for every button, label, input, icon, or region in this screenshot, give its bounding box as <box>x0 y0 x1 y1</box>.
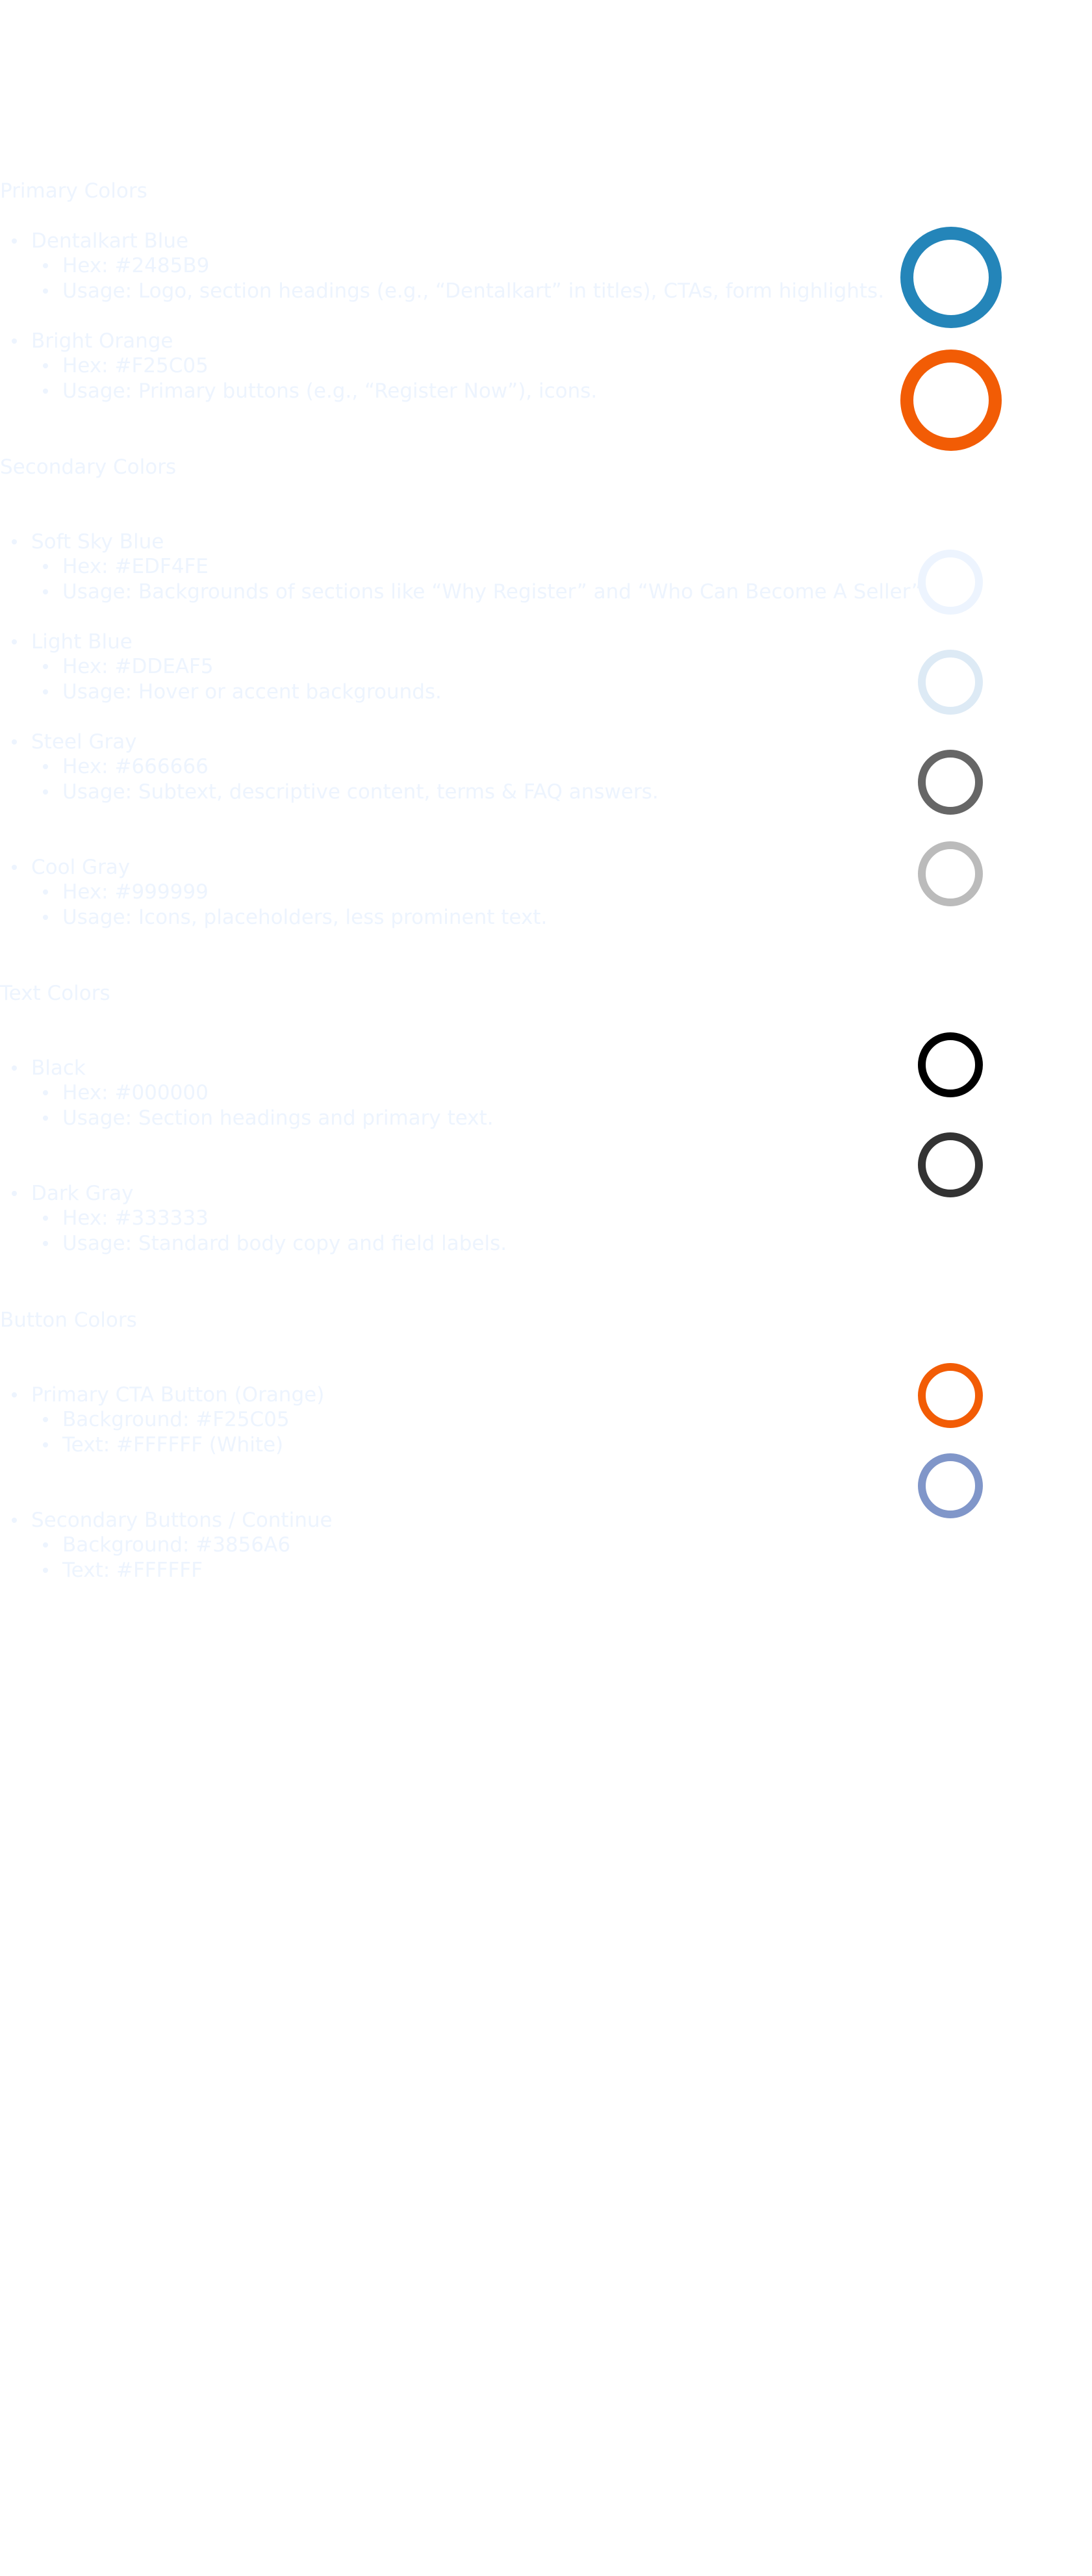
color-text: Text: #FFFFFF <box>62 1558 203 1583</box>
color-name: Light Blue <box>31 630 133 654</box>
color-usage: Usage: Backgrounds of sections like “Why Register” and “Who Can Become A Seller” <box>62 580 922 604</box>
color-usage: Usage: Section headings and primary text. <box>62 1106 494 1130</box>
section-title-text-colors: Text Colors <box>0 982 110 1005</box>
swatch-dentalkart-blue <box>900 227 1002 328</box>
section-title-button-colors: Button Colors <box>0 1308 137 1332</box>
color-hex: Hex: #F25C05 <box>62 353 209 378</box>
bullet <box>43 1442 48 1447</box>
color-usage: Usage: Hover or accent backgrounds. <box>62 680 442 704</box>
bullet <box>43 389 48 394</box>
swatch-primary-cta-button <box>918 1363 983 1428</box>
color-usage: Usage: Standard body copy and field labels. <box>62 1231 507 1256</box>
bullet <box>43 889 48 895</box>
color-name: Cool Gray <box>31 855 130 880</box>
color-hex: Hex: #EDF4FE <box>62 554 209 579</box>
bullet <box>43 915 48 920</box>
color-name: Dark Gray <box>31 1181 134 1206</box>
bullet <box>12 1392 17 1397</box>
bullet <box>43 1241 48 1246</box>
bullet <box>43 764 48 769</box>
swatch-secondary-buttons <box>918 1453 983 1518</box>
bullet <box>12 865 17 870</box>
swatch-dark-gray <box>918 1132 983 1197</box>
color-name: Dentalkart Blue <box>31 229 188 253</box>
section-title-primary-colors: Primary Colors <box>0 179 147 203</box>
bullet <box>43 664 48 669</box>
section-title-secondary-colors: Secondary Colors <box>0 455 177 479</box>
bullet <box>43 1090 48 1095</box>
swatch-bright-orange <box>900 350 1002 451</box>
color-hex: Hex: #2485B9 <box>62 253 209 278</box>
color-hex: Hex: #333333 <box>62 1206 209 1231</box>
bullet <box>43 589 48 594</box>
bullet <box>43 689 48 695</box>
bullet <box>43 263 48 268</box>
color-name: Secondary Buttons / Continue <box>31 1508 333 1533</box>
bullet <box>12 739 17 745</box>
bullet <box>43 1542 48 1548</box>
color-name: Primary CTA Button (Orange) <box>31 1383 324 1407</box>
bullet <box>43 1568 48 1573</box>
bullet <box>12 1191 17 1196</box>
bullet <box>43 1417 48 1422</box>
color-usage: Usage: Icons, placeholders, less prominent text. <box>62 905 547 930</box>
bullet <box>12 338 17 344</box>
bullet <box>43 288 48 294</box>
color-background: Background: #3856A6 <box>62 1533 290 1557</box>
bullet <box>12 1518 17 1523</box>
swatch-cool-gray <box>918 841 983 906</box>
swatch-soft-sky-blue <box>918 550 983 615</box>
bullet <box>43 789 48 795</box>
color-hex: Hex: #666666 <box>62 754 209 779</box>
color-hex: Hex: #000000 <box>62 1080 209 1105</box>
color-name: Bright Orange <box>31 329 173 353</box>
bullet <box>12 238 17 244</box>
color-usage: Usage: Primary buttons (e.g., “Register Now”), icons. <box>62 379 597 403</box>
color-usage: Usage: Logo, section headings (e.g., “Dentalkart” in titles), CTAs, form highlights. <box>62 279 884 303</box>
bullet <box>12 539 17 544</box>
swatch-light-blue <box>918 650 983 715</box>
swatch-black <box>918 1032 983 1097</box>
bullet <box>43 1216 48 1221</box>
color-name: Black <box>31 1056 86 1080</box>
color-usage: Usage: Subtext, descriptive content, terms & FAQ answers. <box>62 780 659 804</box>
color-text: Text: #FFFFFF (White) <box>62 1433 283 1457</box>
bullet <box>12 639 17 644</box>
bullet <box>43 564 48 569</box>
color-name: Steel Gray <box>31 730 137 754</box>
color-hex: Hex: #DDEAF5 <box>62 654 214 679</box>
bullet <box>12 1065 17 1071</box>
bullet <box>43 1116 48 1121</box>
color-name: Soft Sky Blue <box>31 529 164 554</box>
swatch-steel-gray <box>918 750 983 815</box>
color-background: Background: #F25C05 <box>62 1407 290 1432</box>
bullet <box>43 363 48 368</box>
color-hex: Hex: #999999 <box>62 880 209 904</box>
